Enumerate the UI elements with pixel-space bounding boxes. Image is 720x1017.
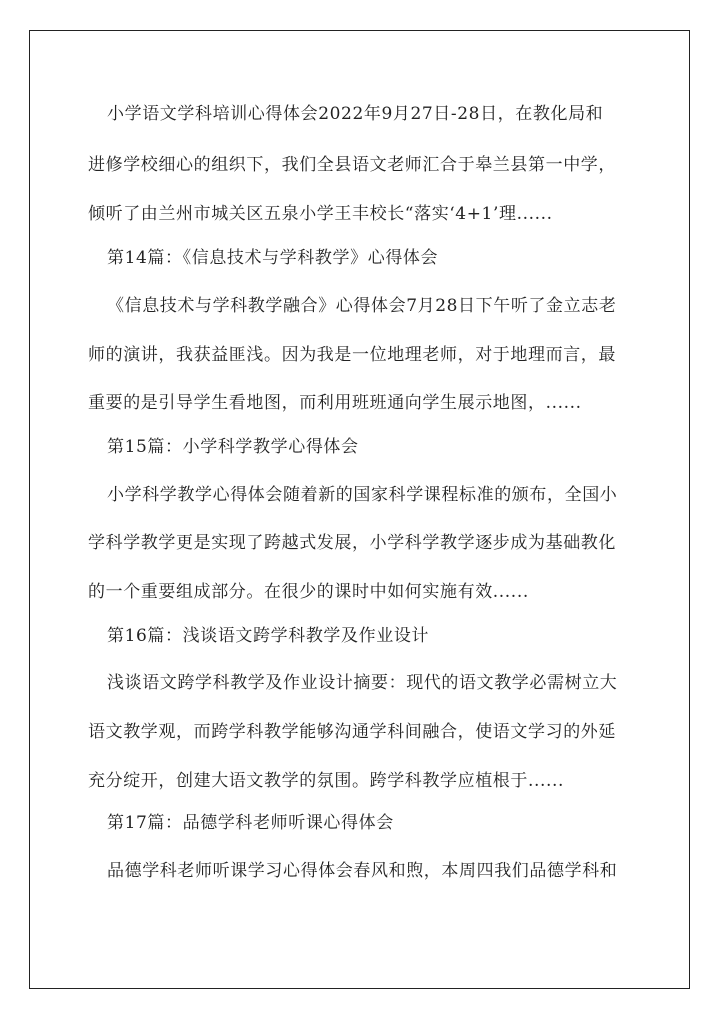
paragraph-line: 语文教学观，而跨学科教学能够沟通学科间融合，使语文学习的外延 bbox=[88, 722, 616, 742]
section-heading: 第16篇：浅谈语文跨学科教学及作业设计 bbox=[107, 626, 430, 646]
paragraph-line: 品德学科老师听课学习心得体会春风和煦，本周四我们品德学科和 bbox=[107, 861, 618, 881]
paragraph-line: 《信息技术与学科教学融合》心得体会7月28日下午听了金立志老 bbox=[107, 296, 617, 316]
section-heading: 第14篇：《信息技术与学科教学》心得体会 bbox=[107, 248, 439, 268]
paragraph-line: 的一个重要组成部分。在很少的课时中如何实施有效...... bbox=[88, 582, 529, 602]
paragraph-line: 进修学校细心的组织下，我们全县语文老师汇合于皋兰县第一中学， bbox=[88, 155, 616, 175]
paragraph-line: 小学语文学科培训心得体会2022年9月27日-28日，在教化局和 bbox=[107, 104, 604, 124]
section-heading: 第15篇：小学科学教学心得体会 bbox=[107, 437, 359, 457]
paragraph-line: 浅谈语文跨学科教学及作业设计摘要：现代的语文教学必需树立大 bbox=[107, 673, 618, 693]
section-heading: 第17篇：品德学科老师听课心得体会 bbox=[107, 813, 394, 833]
paragraph-line: 充分绽开，创建大语文教学的氛围。跨学科教学应植根于...... bbox=[88, 771, 565, 791]
paragraph-line: 师的演讲，我获益匪浅。因为我是一位地理老师，对于地理而言，最 bbox=[88, 345, 616, 365]
paragraph-line: 倾听了由兰州市城关区五泉小学王丰校长“落实‘4+1’理...... bbox=[88, 204, 553, 224]
paragraph-line: 重要的是引导学生看地图，而利用班班通向学生展示地图，...... bbox=[88, 393, 582, 413]
paragraph-line: 小学科学教学心得体会随着新的国家科学课程标准的颁布，全国小 bbox=[107, 485, 618, 505]
paragraph-line: 学科学教学更是实现了跨越式发展，小学科学教学逐步成为基础教化 bbox=[88, 533, 616, 553]
